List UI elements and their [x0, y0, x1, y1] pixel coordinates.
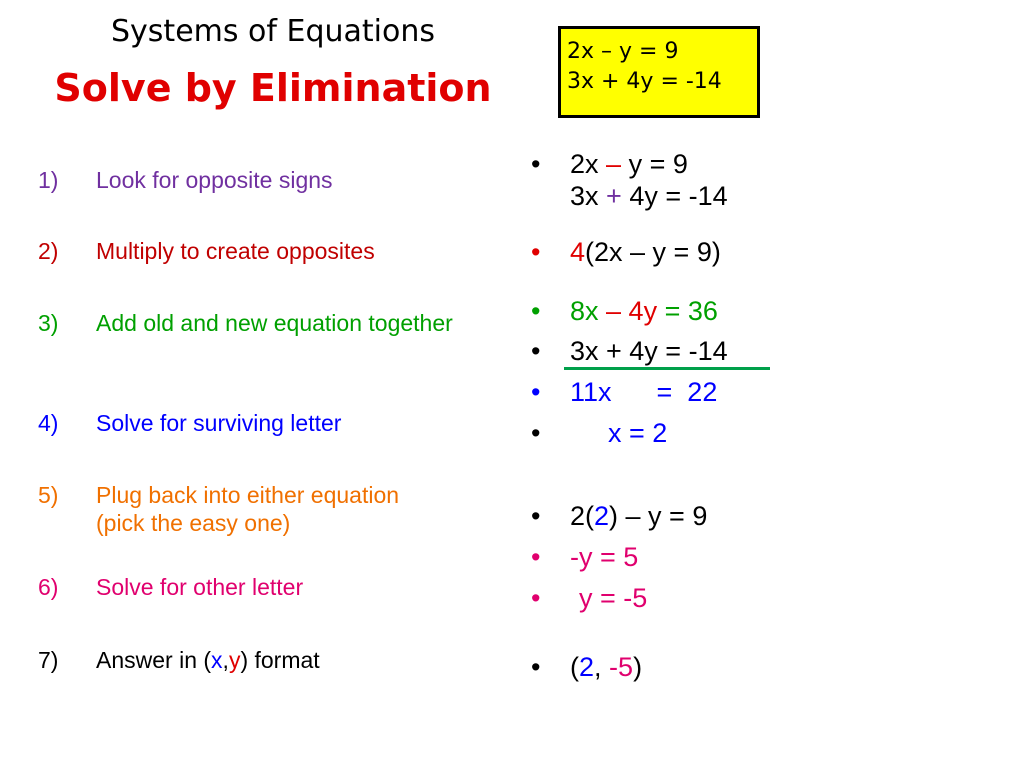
step-number: 7): [38, 647, 59, 673]
step-text: Solve for surviving letter: [96, 410, 342, 436]
bullet: •: [531, 149, 541, 179]
system-equation-1: 2x – y = 9: [567, 39, 679, 64]
step-number: 4): [38, 410, 59, 436]
step-text: Add old and new equation together: [96, 310, 453, 336]
step-text: Plug back into either equation (pick the easy one): [96, 482, 400, 536]
bullet: •: [531, 237, 541, 267]
slide-title: Systems of Equations: [111, 14, 435, 49]
step-number: 5): [38, 482, 59, 508]
system-equation-2: 3x + 4y = -14: [567, 69, 722, 94]
sum-underline: [564, 367, 770, 370]
step-text: Solve for other letter: [96, 574, 304, 600]
system-equations-box: [558, 26, 760, 118]
step-number: 2): [38, 238, 59, 264]
step-text: Look for opposite signs: [96, 167, 333, 193]
bullet: •: [531, 501, 541, 531]
step-text: Answer in (x,y) format: [96, 647, 320, 673]
step-number: 3): [38, 310, 59, 336]
step-number: 1): [38, 167, 59, 193]
variable-y: y: [228, 647, 241, 673]
bullet: •: [531, 652, 541, 682]
variable-x: x: [211, 647, 223, 673]
bullet: •: [531, 583, 541, 613]
bullet: •: [531, 418, 541, 448]
slide-subtitle: Solve by Elimination: [54, 66, 492, 110]
step-number: 6): [38, 574, 59, 600]
bullet: •: [531, 296, 541, 326]
step-text: Multiply to create opposites: [96, 238, 375, 264]
bullet: •: [531, 542, 541, 572]
bullet: •: [531, 336, 541, 366]
bullet: •: [531, 377, 541, 407]
